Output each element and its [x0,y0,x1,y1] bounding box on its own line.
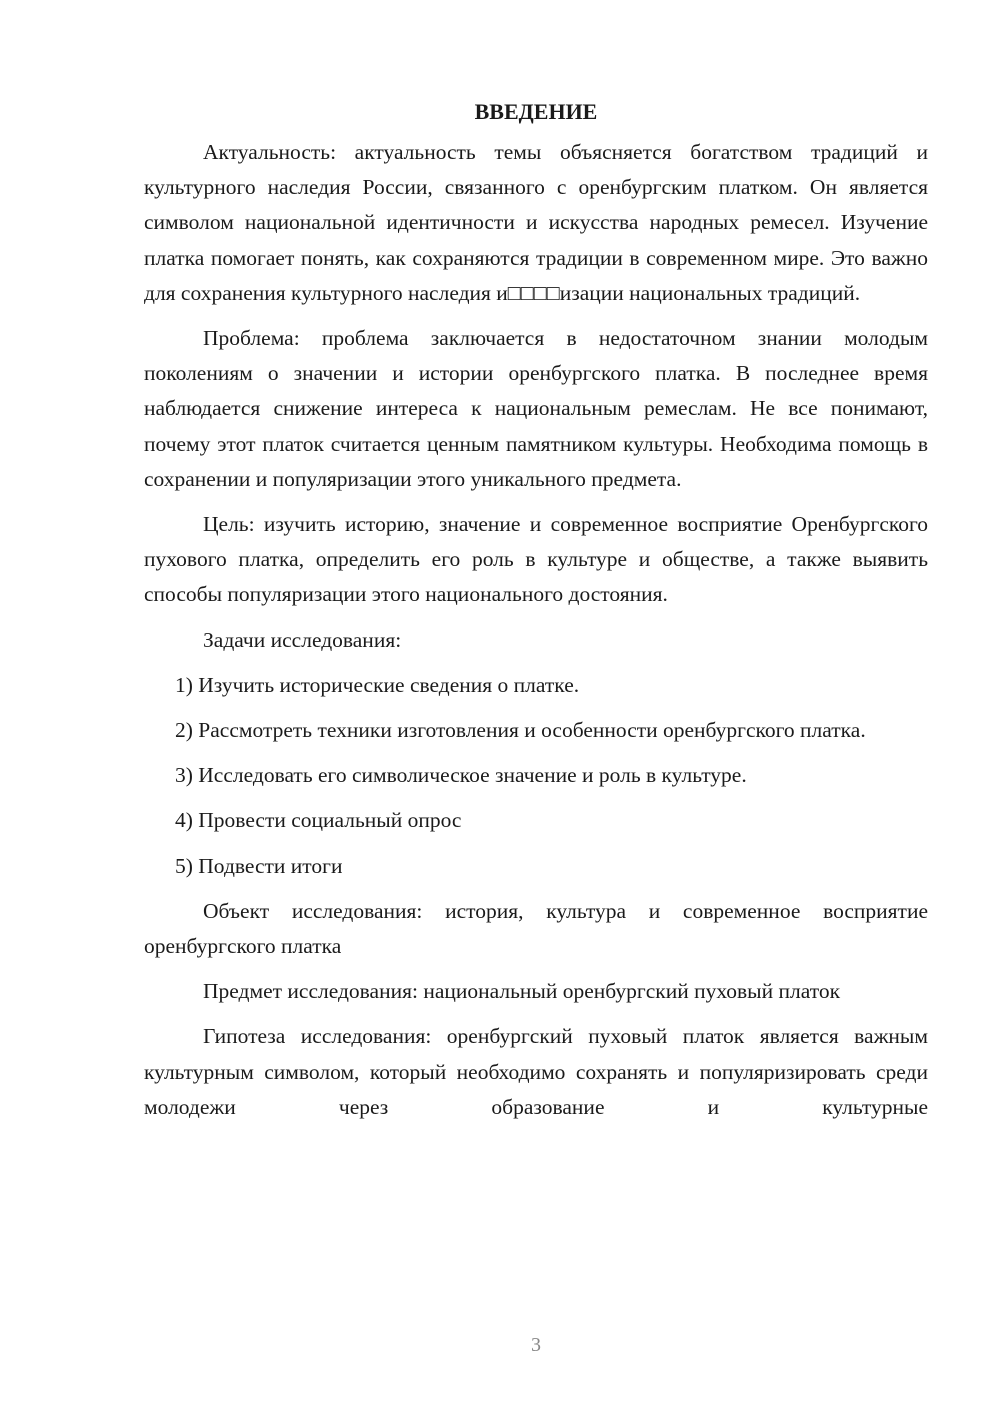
task-item-4: 4) Провести социальный опрос [175,808,462,833]
task-item-5: 5) Подвести итоги [175,853,343,878]
paragraph-relevance: Актуальность: актуальность темы объясняется богатством традиций и культурного наследия России, связанного с оренбургским платком. Он является символом национальной идентичности и искусства народных ремесел. Изучение платка помогает понять, как сохраняются традиции в современном мире. Это важно для сохранения культурного наследия и□□□□изации национальных традиций. [144,140,928,305]
document-page [144,94,928,1125]
page-number: 3 [531,1334,541,1356]
paragraph-hypothesis: Гипотеза исследования: оренбургский пуховый платок является важным культурным символом, который необходимо сохранять и популяризировать среди молодежи через образование и культурные [144,1024,928,1119]
paragraph-object: Объект исследования: история, культура и современное восприятие оренбургского платка [144,898,928,959]
paragraph-problem: Проблема: проблема заключается в недостаточном знании молодым поколениям о значении и истории оренбургского платка. В последнее время наблюдается снижение интереса к национальным ремеслам. Не все понимают, почему этот платок считается ценным памятником культуры. Необходима помощь в сохранении и популяризации этого уникального предмета. [144,326,928,491]
task-item-2: 2) Рассмотреть техники изготовления и особенности оренбургского платка. [175,718,866,743]
section-title: ВВЕДЕНИЕ [474,99,598,124]
task-item-1: 1) Изучить исторические сведения о платке. [175,672,580,697]
task-item-3: 3) Исследовать его символическое значение и роль в культуре. [175,763,747,788]
paragraph-subject: Предмет исследования: национальный оренбургский пуховый платок [203,979,841,1004]
tasks-heading: Задачи исследования: [203,627,402,652]
paragraph-goal: Цель: изучить историю, значение и современное восприятие Оренбургского пухового платка, определить его роль в культуре и обществе, а также выявить способы популяризации этого национального достояния. [144,512,928,607]
